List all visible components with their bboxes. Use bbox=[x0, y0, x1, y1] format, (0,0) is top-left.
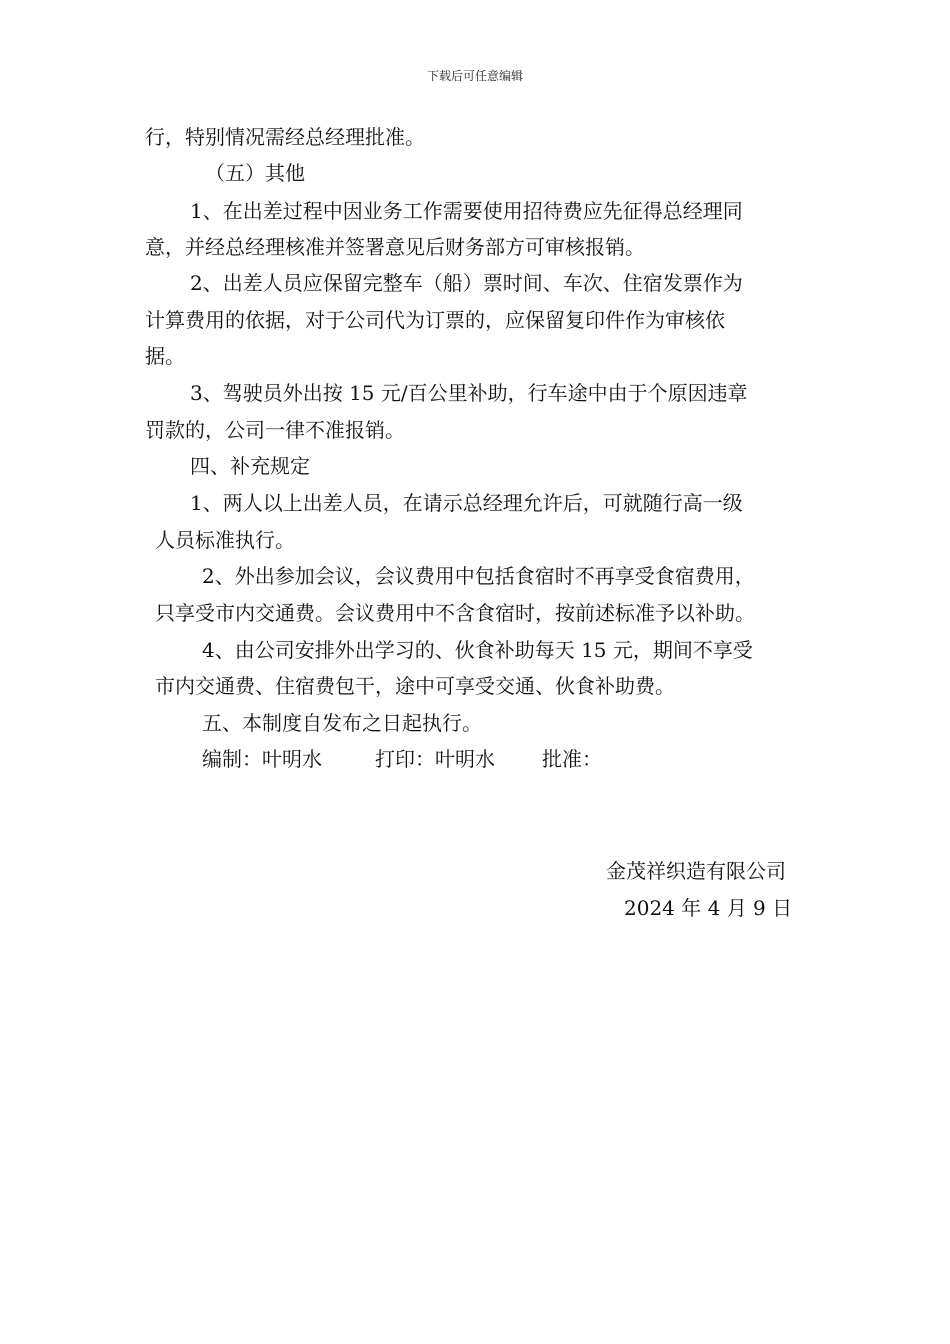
body-line: 只享受市内交通费。会议费用中不含食宿时，按前述标准予以补助。 bbox=[155, 601, 755, 625]
body-line: 人员标准执行。 bbox=[155, 528, 295, 552]
section-heading: 四、补充规定 bbox=[190, 454, 310, 478]
body-line: 行，特别情况需经总经理批准。 bbox=[145, 125, 425, 149]
body-line: 1、在出差过程中因业务工作需要使用招待费应先征得总经理同 bbox=[190, 199, 743, 223]
company-name: 金茂祥织造有限公司 bbox=[606, 859, 786, 883]
signoff-approved: 批准： bbox=[542, 747, 602, 771]
document-date: 2024 年 4 月 9 日 bbox=[624, 896, 793, 920]
body-line: 3、驾驶员外出按 15 元/百公里补助，行车途中由于个原因违章 bbox=[190, 381, 748, 405]
body-line: 计算费用的依据，对于公司代为订票的，应保留复印件作为审核依 bbox=[145, 308, 725, 332]
body-line: 据。 bbox=[145, 344, 185, 368]
header-note: 下载后可任意编辑 bbox=[426, 69, 523, 83]
signoff-printed: 打印：叶明水 bbox=[375, 747, 495, 771]
signoff-compiled: 编制：叶明水 bbox=[202, 747, 322, 771]
body-line: 2、外出参加会议，会议费用中包括食宿时不再享受食宿费用， bbox=[202, 564, 755, 588]
body-line: 4、由公司安排外出学习的、伙食补助每天 15 元，期间不享受 bbox=[202, 638, 753, 662]
body-line: 意，并经总经理核准并签署意见后财务部方可审核报销。 bbox=[145, 235, 645, 259]
body-line: 市内交通费、住宿费包干，途中可享受交通、伙食补助费。 bbox=[155, 674, 675, 698]
body-line: 2、出差人员应保留完整车（船）票时间、车次、住宿发票作为 bbox=[190, 271, 743, 295]
body-line: 罚款的，公司一律不准报销。 bbox=[145, 418, 405, 442]
section-heading: 五、本制度自发布之日起执行。 bbox=[202, 711, 482, 735]
section-heading: （五）其他 bbox=[205, 161, 305, 185]
body-line: 1、两人以上出差人员，在请示总经理允许后，可就随行高一级 bbox=[190, 491, 743, 515]
